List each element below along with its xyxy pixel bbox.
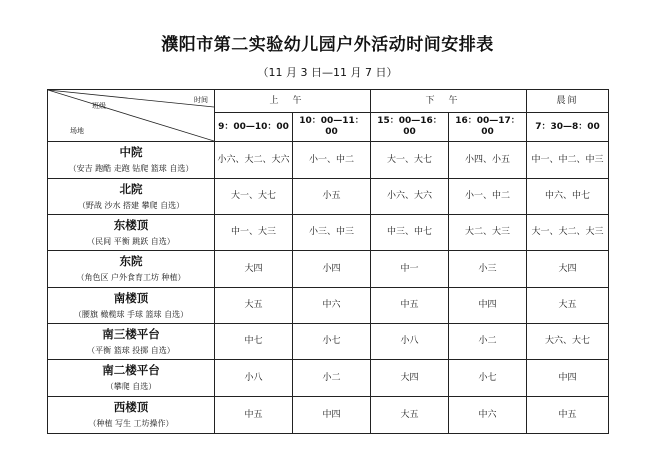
venue-activities: （攀爬 自选） bbox=[105, 382, 157, 392]
schedule-cell: 小二 bbox=[449, 324, 527, 360]
schedule-cell: 中一、大三 bbox=[215, 215, 293, 251]
schedule-cell: 中四 bbox=[293, 397, 371, 434]
corner-header bbox=[48, 90, 215, 142]
venue-cell bbox=[48, 179, 215, 215]
table-row bbox=[48, 142, 609, 179]
schedule-cell: 大五 bbox=[527, 288, 609, 324]
venue-cell bbox=[48, 215, 215, 251]
schedule-cell: 中四 bbox=[527, 360, 609, 397]
table-row bbox=[48, 360, 609, 397]
slot-header: 16：00—17：00 bbox=[449, 113, 527, 142]
venue-name: 南二楼平台 bbox=[102, 363, 160, 378]
slot-header: 9：00—10：00 bbox=[215, 113, 293, 142]
venue-activities: （野战 沙水 搭建 攀爬 自选） bbox=[77, 200, 185, 210]
schedule-cell: 大一、大七 bbox=[371, 142, 449, 179]
corner-class-label: 班级 bbox=[92, 102, 106, 110]
venue-name: 东院 bbox=[119, 254, 143, 269]
schedule-cell: 中六 bbox=[449, 397, 527, 434]
table-row bbox=[48, 215, 609, 251]
venue-name: 北院 bbox=[119, 181, 143, 196]
table-row bbox=[48, 179, 609, 215]
date-range: （11 月 3 日—11 月 7 日） bbox=[257, 66, 398, 79]
schedule-cell: 小三 bbox=[449, 251, 527, 288]
schedule-cell: 小六、大六 bbox=[371, 179, 449, 215]
period-early: 晨间 bbox=[527, 90, 609, 113]
schedule-cell: 大四 bbox=[527, 251, 609, 288]
venue-activities: （角色区 户外食育工坊 种植） bbox=[76, 273, 186, 283]
venue-cell bbox=[48, 142, 215, 179]
schedule-cell: 中五 bbox=[215, 397, 293, 434]
schedule-cell: 中一、中二、中三 bbox=[527, 142, 609, 179]
header-row-periods bbox=[48, 90, 609, 113]
schedule-cell: 大四 bbox=[371, 360, 449, 397]
schedule-cell: 大六、大七 bbox=[527, 324, 609, 360]
table-row bbox=[48, 397, 609, 434]
venue-cell bbox=[48, 251, 215, 288]
table-row bbox=[48, 251, 609, 288]
schedule-cell: 大一、大二、大三 bbox=[527, 215, 609, 251]
schedule-cell: 小四、小五 bbox=[449, 142, 527, 179]
venue-activities: （腰旗 橄榄球 手球 篮球 自选） bbox=[73, 309, 189, 319]
schedule-cell: 小四 bbox=[293, 251, 371, 288]
schedule-cell: 小二 bbox=[293, 360, 371, 397]
schedule-cell: 大五 bbox=[215, 288, 293, 324]
schedule-cell: 大四 bbox=[215, 251, 293, 288]
schedule-cell: 小一、中二 bbox=[449, 179, 527, 215]
schedule-cell: 中四 bbox=[449, 288, 527, 324]
schedule-cell: 小六、大二、大六 bbox=[215, 142, 293, 179]
schedule-cell: 小三、中三 bbox=[293, 215, 371, 251]
schedule-cell: 小五 bbox=[293, 179, 371, 215]
schedule-cell: 小八 bbox=[215, 360, 293, 397]
schedule-cell: 大二、大三 bbox=[449, 215, 527, 251]
schedule-cell: 大一、大七 bbox=[215, 179, 293, 215]
corner-venue-label: 场地 bbox=[70, 126, 84, 135]
slot-header: 15：00—16：00 bbox=[371, 113, 449, 142]
schedule-cell: 小八 bbox=[371, 324, 449, 360]
slot-header: 7：30—8：00 bbox=[527, 113, 609, 142]
venue-name: 中院 bbox=[119, 145, 143, 160]
venue-activities: （平衡 篮球 投掷 自选） bbox=[87, 345, 175, 355]
table-row bbox=[48, 324, 609, 360]
venue-cell bbox=[48, 324, 215, 360]
schedule-cell: 中七 bbox=[215, 324, 293, 360]
venue-cell bbox=[48, 288, 215, 324]
schedule-cell: 中五 bbox=[527, 397, 609, 434]
schedule-cell: 中三、中七 bbox=[371, 215, 449, 251]
venue-cell bbox=[48, 360, 215, 397]
period-afternoon: 下午 bbox=[371, 90, 527, 113]
table-row bbox=[48, 288, 609, 324]
venue-activities: （种植 写生 工坊操作） bbox=[88, 419, 174, 429]
schedule-cell: 小七 bbox=[293, 324, 371, 360]
venue-activities: （安吉 跑酷 走跑 钻爬 篮球 自选） bbox=[68, 164, 194, 174]
period-morning: 上午 bbox=[215, 90, 371, 113]
venue-name: 西楼顶 bbox=[113, 400, 149, 415]
venue-name: 南楼顶 bbox=[113, 290, 149, 305]
schedule-cell: 小一、中二 bbox=[293, 142, 371, 179]
page-title: 濮阳市第二实验幼儿园户外活动时间安排表 bbox=[161, 35, 494, 55]
schedule-cell: 中六、中七 bbox=[527, 179, 609, 215]
schedule-cell: 中六 bbox=[293, 288, 371, 324]
slot-header: 10：00—11：00 bbox=[293, 113, 371, 142]
venue-name: 南三楼平台 bbox=[102, 326, 160, 341]
schedule-cell: 大五 bbox=[371, 397, 449, 434]
schedule-cell: 中五 bbox=[371, 288, 449, 324]
corner-time-label: 时间 bbox=[194, 96, 208, 104]
venue-activities: （民间 平衡 跳跃 自选） bbox=[87, 236, 175, 246]
schedule-table bbox=[47, 89, 609, 434]
schedule-cell: 中一 bbox=[371, 251, 449, 288]
venue-cell bbox=[48, 397, 215, 434]
schedule-cell: 小七 bbox=[449, 360, 527, 397]
venue-name: 东楼顶 bbox=[113, 217, 149, 232]
